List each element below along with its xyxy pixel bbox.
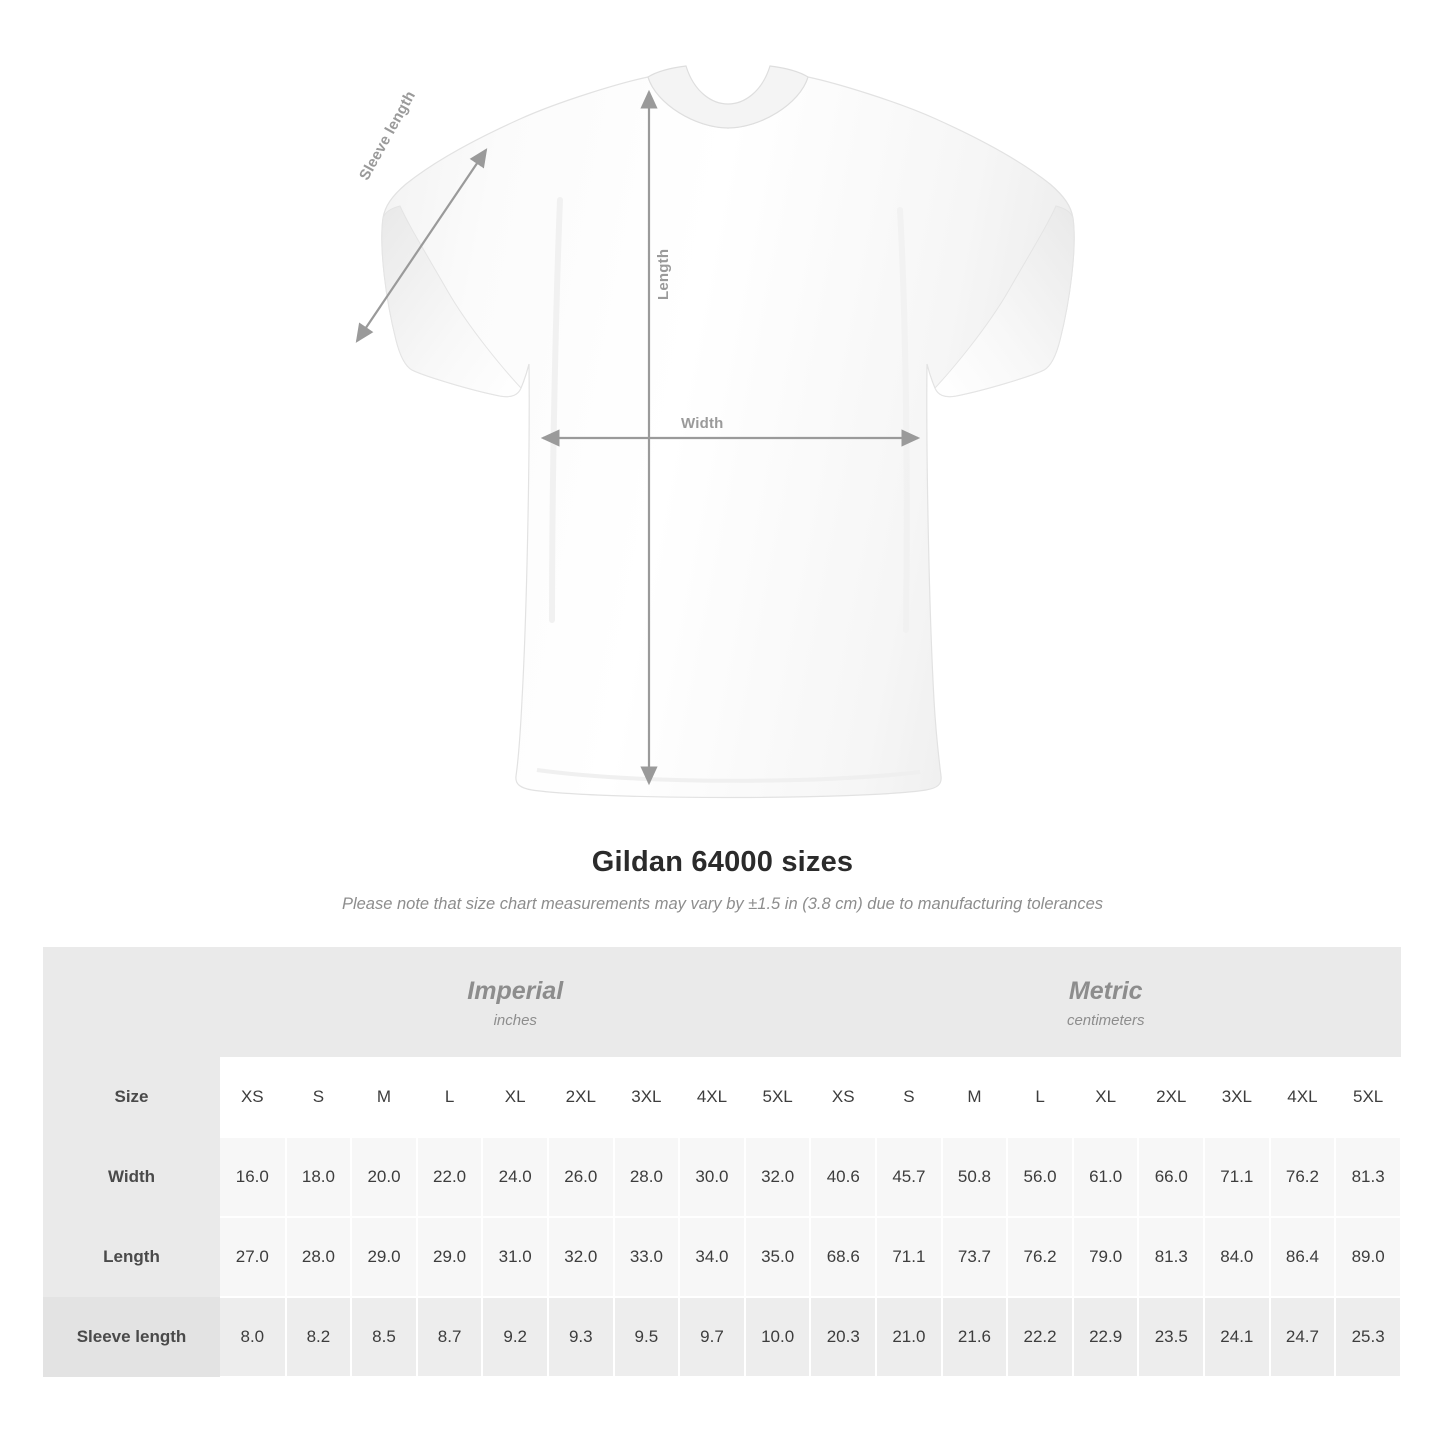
row-header-sleeve-length: Sleeve length — [43, 1297, 220, 1377]
length-cell: 89.0 — [1335, 1217, 1401, 1297]
length-cell: 73.7 — [942, 1217, 1008, 1297]
sleeve-length-cell: 9.2 — [482, 1297, 548, 1377]
unit-group-imperial-name: Imperial — [467, 976, 564, 1005]
unit-group-imperial — [220, 947, 810, 1057]
width-cell: 66.0 — [1138, 1137, 1204, 1217]
width-cell: 24.0 — [482, 1137, 548, 1217]
length-cell: 84.0 — [1204, 1217, 1270, 1297]
length-cell: 71.1 — [876, 1217, 942, 1297]
size-header-cell: XL — [1073, 1057, 1139, 1137]
sleeve-length-cell: 21.0 — [876, 1297, 942, 1377]
width-cell: 81.3 — [1335, 1137, 1401, 1217]
unit-group-row — [43, 947, 1401, 1057]
sleeve-length-cell: 8.5 — [351, 1297, 417, 1377]
length-cell: 29.0 — [351, 1217, 417, 1297]
length-cell: 68.6 — [810, 1217, 876, 1297]
size-header-cell: XS — [220, 1057, 286, 1137]
size-header-cell: 5XL — [1335, 1057, 1401, 1137]
width-cell: 28.0 — [614, 1137, 680, 1217]
size-header-cell: XS — [810, 1057, 876, 1137]
width-cell: 45.7 — [876, 1137, 942, 1217]
sleeve-length-cell: 25.3 — [1335, 1297, 1401, 1377]
sleeve-length-cell: 22.2 — [1007, 1297, 1073, 1377]
sleeve-length-cell: 21.6 — [942, 1297, 1008, 1377]
size-header-cell: L — [1007, 1057, 1073, 1137]
length-cell: 33.0 — [614, 1217, 680, 1297]
unit-group-metric-unit: centimeters — [1066, 1011, 1145, 1029]
length-cell: 76.2 — [1007, 1217, 1073, 1297]
size-header-cell: XL — [482, 1057, 548, 1137]
unit-group-metric-name: Metric — [1068, 976, 1143, 1005]
size-header-cell: 2XL — [1138, 1057, 1204, 1137]
size-header-cell: 4XL — [1270, 1057, 1336, 1137]
sleeve-length-cell: 22.9 — [1073, 1297, 1139, 1377]
sleeve-length-cell: 24.7 — [1270, 1297, 1336, 1377]
tshirt-body — [382, 66, 1074, 798]
length-cell: 81.3 — [1138, 1217, 1204, 1297]
sleeve-length-cell: 9.5 — [614, 1297, 680, 1377]
width-cell: 32.0 — [745, 1137, 811, 1217]
title-block — [0, 846, 1445, 914]
length-cell: 29.0 — [417, 1217, 483, 1297]
length-cell: 28.0 — [286, 1217, 352, 1297]
size-header-cell: M — [942, 1057, 1008, 1137]
table-row-size-headers — [43, 1057, 1401, 1137]
size-header-cell: M — [351, 1057, 417, 1137]
table-corner-cell — [43, 947, 220, 1057]
table-row-width — [43, 1137, 1401, 1217]
sleeve-length-cell: 10.0 — [745, 1297, 811, 1377]
width-cell: 22.0 — [417, 1137, 483, 1217]
width-cell: 76.2 — [1270, 1137, 1336, 1217]
width-cell: 16.0 — [220, 1137, 286, 1217]
length-cell: 86.4 — [1270, 1217, 1336, 1297]
length-cell: 35.0 — [745, 1217, 811, 1297]
size-header-cell: S — [286, 1057, 352, 1137]
tolerance-note: Please note that size chart measurements may vary by ±1.5 in (3.8 cm) due to manufacturing tolerances — [341, 895, 1104, 913]
size-header-cell: 5XL — [745, 1057, 811, 1137]
row-header-size: Size — [43, 1057, 220, 1137]
row-header-width: Width — [43, 1137, 220, 1217]
table-row-length — [43, 1217, 1401, 1297]
unit-group-imperial-unit: inches — [493, 1011, 537, 1029]
sleeve-length-cell: 9.7 — [679, 1297, 745, 1377]
sleeve-length-cell: 8.7 — [417, 1297, 483, 1377]
length-cell: 32.0 — [548, 1217, 614, 1297]
length-label: Length — [655, 248, 672, 300]
width-cell: 20.0 — [351, 1137, 417, 1217]
length-cell: 31.0 — [482, 1217, 548, 1297]
table-row-sleeve-length — [43, 1297, 1401, 1377]
width-cell: 30.0 — [679, 1137, 745, 1217]
length-cell: 34.0 — [679, 1217, 745, 1297]
sleeve-length-cell: 24.1 — [1204, 1297, 1270, 1377]
size-header-cell: 4XL — [679, 1057, 745, 1137]
sleeve-length-cell: 23.5 — [1138, 1297, 1204, 1377]
size-header-cell: 3XL — [1204, 1057, 1270, 1137]
length-cell: 27.0 — [220, 1217, 286, 1297]
sleeve-length-cell: 9.3 — [548, 1297, 614, 1377]
unit-group-metric — [810, 947, 1401, 1057]
size-header-cell: L — [417, 1057, 483, 1137]
page-title: Gildan 64000 sizes — [591, 846, 854, 878]
size-header-cell: S — [876, 1057, 942, 1137]
width-cell: 50.8 — [942, 1137, 1008, 1217]
sleeve-length-cell: 20.3 — [810, 1297, 876, 1377]
length-cell: 79.0 — [1073, 1217, 1139, 1297]
sleeve-length-label: Sleeve length — [356, 88, 420, 184]
sleeve-length-cell: 8.0 — [220, 1297, 286, 1377]
width-cell: 71.1 — [1204, 1137, 1270, 1217]
width-cell: 40.6 — [810, 1137, 876, 1217]
sleeve-length-cell: 8.2 — [286, 1297, 352, 1377]
size-header-cell: 3XL — [614, 1057, 680, 1137]
size-header-cell: 2XL — [548, 1057, 614, 1137]
size-table — [43, 947, 1402, 1378]
width-label: Width — [681, 415, 724, 432]
width-cell: 61.0 — [1073, 1137, 1139, 1217]
row-header-length: Length — [43, 1217, 220, 1297]
width-cell: 56.0 — [1007, 1137, 1073, 1217]
width-cell: 26.0 — [548, 1137, 614, 1217]
size-table-wrapper — [43, 947, 1402, 1378]
width-cell: 18.0 — [286, 1137, 352, 1217]
